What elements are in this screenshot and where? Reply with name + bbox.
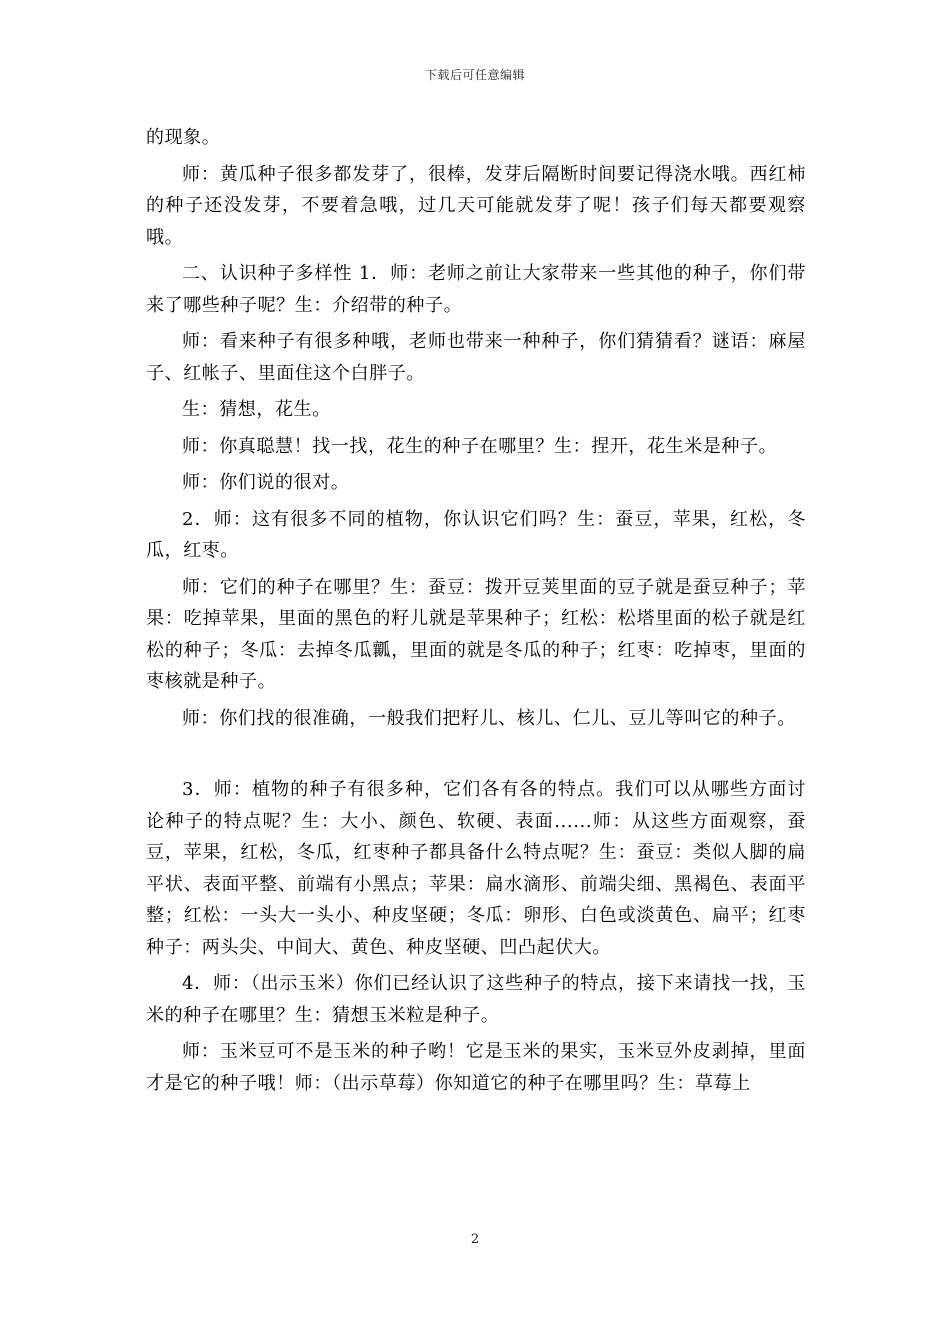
paragraph: 师：玉米豆可不是玉米的种子哟！它是玉米的果实，玉米豆外皮剥掉，里面才是它的种子哦！师：（出示草莓）你知道它的种子在哪里吗？生：草莓上 [146, 1041, 806, 1094]
paragraph: 的现象。 [146, 127, 221, 148]
paragraph: 师：它们的种子在哪里？生：蚕豆：拨开豆荚里面的豆子就是蚕豆种子；苹果：吃掉苹果，里面的黑色的籽儿就是苹果种子；红松：松塔里面的松子就是红松的种子；冬瓜：去掉冬瓜瓤，里面的就是冬瓜的种子；红枣：吃掉枣，里面的枣核就是种子。 [146, 576, 806, 692]
paragraph: 师：看来种子有很多种哦，老师也带来一种种子，你们猜猜看？谜语：麻屋子、红帐子、里面住这个白胖子。 [146, 331, 806, 384]
paragraph: 师：你真聪慧！找一找，花生的种子在哪里？生：捏开，花生米是种子。 [182, 435, 778, 457]
paragraph: 师：你们说的很对。 [182, 472, 350, 493]
paragraph: 4．师：（出示玉米）你们已经认识了这些种子的特点，接下来请找一找，玉米的种子在哪里？生：猜想玉米粒是种子。 [146, 973, 806, 1026]
document-body [146, 122, 806, 1104]
paragraph: 2．师：这有很多不同的植物，你认识它们吗？生：蚕豆，苹果，红松，冬瓜，红枣。 [146, 508, 806, 561]
page-header: 下载后可任意编辑 [424, 68, 525, 82]
paragraph: 师：你们找的很准确，一般我们把籽儿、核儿、仁儿、豆儿等叫它的种子。 [182, 707, 796, 729]
paragraph: 3．师：植物的种子有很多种，它们各有各的特点。我们可以从哪些方面讨论种子的特点呢？生：大小、颜色、软硬、表面......师：从这些方面观察，蚕豆，苹果，红松，冬瓜，红枣种子都具备什么特点呢？生：蚕豆：类似人脚的扁平状、表面平整、前端有小黑点；苹果：扁水滴形、前端尖细、黑褐色、表面平整；红松：一头大一头小、种皮坚硬；冬瓜：卵形、白色或淡黄色、扁平；红枣种子：两头尖、中间大、黄色、种皮坚硬、凹凸起伏大。 [146, 779, 806, 958]
page-number: 2 [470, 1232, 480, 1247]
paragraph: 师：黄瓜种子很多都发芽了，很棒，发芽后隔断时间要记得浇水哦。西红柿的种子还没发芽，不要着急哦，过几天可能就发芽了呢！孩子们每天都要观察哦。 [146, 163, 806, 248]
paragraph: 生：猜想，花生。 [182, 399, 331, 420]
section-heading-paragraph: 二、认识种子多样性 1．师：老师之前让大家带来一些其他的种子，你们带来了哪些种子呢？生：介绍带的种子。 [146, 263, 806, 316]
